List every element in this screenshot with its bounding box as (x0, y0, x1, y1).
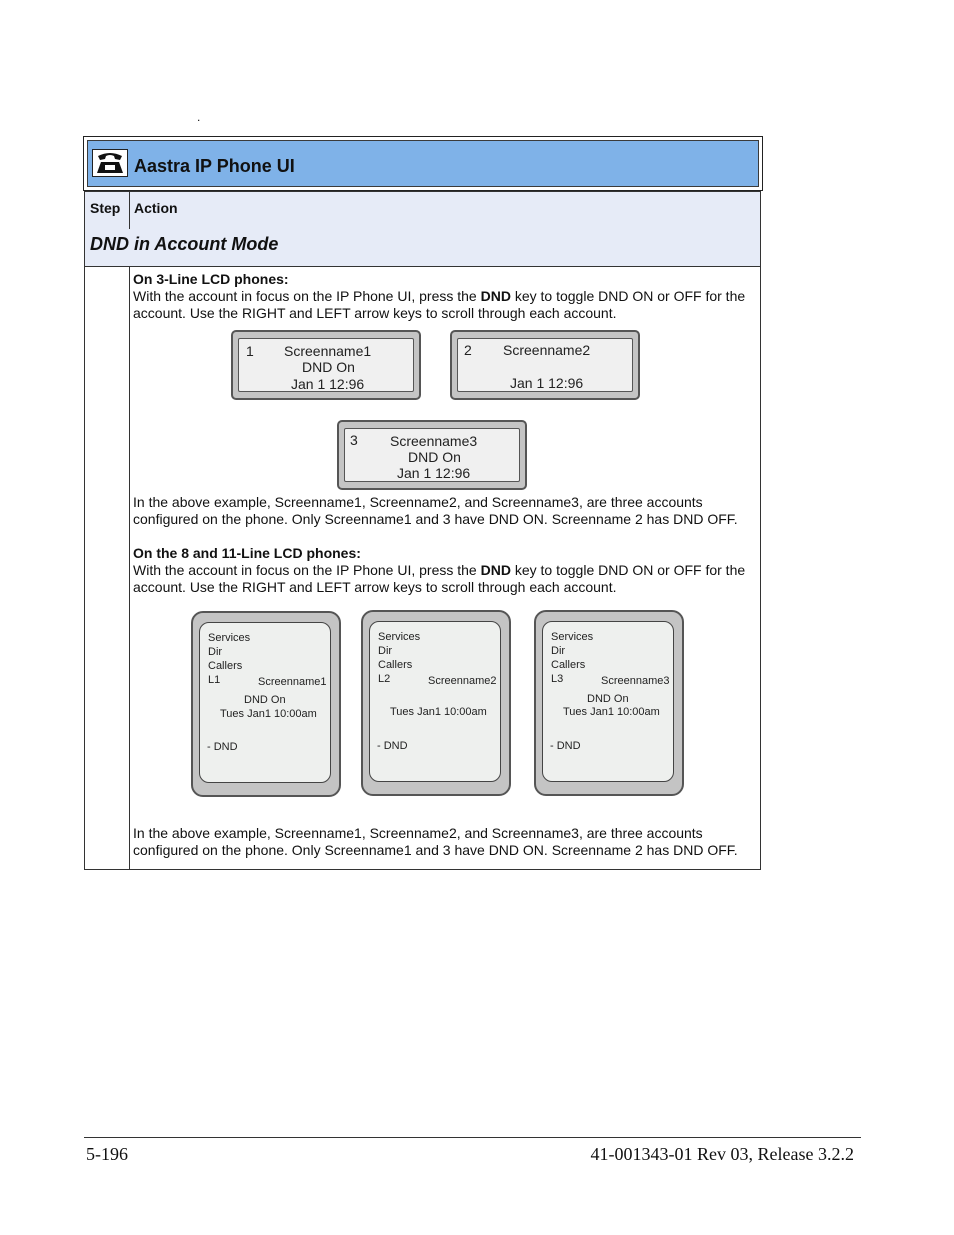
phone-icon (92, 149, 128, 177)
lcd8-dir: Dir (208, 646, 223, 658)
lcd8-display (369, 621, 501, 782)
lcd8-screen-3 (534, 610, 684, 796)
lcd3-account-number: 2 (464, 342, 472, 358)
lcd8-dir: Dir (378, 645, 393, 657)
section1-line1-post: key to toggle DND ON or OFF for the (510, 288, 746, 304)
section2-line1-post: key to toggle DND ON or OFF for the (510, 562, 746, 578)
lcd3-screenname: Screenname3 (390, 433, 478, 449)
lcd3-display (238, 338, 414, 392)
example1-line2: configured on the phone. Only Screenname1 and 3 have DND ON. Screenname 2 has DND OFF. (133, 511, 738, 527)
section-header (83, 136, 763, 191)
example1-line1: In the above example, Screenname1, Screenname2, and Screenname3, are three accounts (133, 494, 703, 510)
lcd8-softkey: - DND (377, 740, 408, 752)
page-marker: . (197, 110, 201, 124)
lcd3-date: Jan 1 12:96 (510, 375, 584, 391)
lcd3-display (344, 428, 520, 482)
lcd8-services: Services (378, 631, 421, 643)
lcd3-screenname: Screenname2 (503, 342, 591, 358)
action-column-header: Action (134, 200, 178, 216)
lcd3-date: Jan 1 12:96 (397, 465, 471, 481)
example2-line2: configured on the phone. Only Screenname1 and 3 have DND ON. Screenname 2 has DND OFF. (133, 842, 738, 858)
section2-line1-pre: With the account in focus on the IP Phone UI, press the (133, 562, 481, 578)
lcd8-display (199, 622, 331, 783)
footer-rule (84, 1137, 861, 1138)
section1-line2: account. Use the RIGHT and LEFT arrow keys to scroll through each account. (133, 305, 617, 321)
section-header-bar (87, 140, 759, 187)
section2-text (133, 545, 758, 596)
lcd8-screen-2 (361, 610, 511, 796)
lcd8-screen-1 (191, 611, 341, 797)
section-header-title: Aastra IP Phone UI (134, 156, 295, 176)
table-section-row (85, 229, 760, 267)
lcd8-line: L3 (551, 673, 564, 685)
lcd3-status: DND On (408, 449, 461, 465)
example2-text (133, 825, 758, 859)
lcd8-screenname: Screenname2 (428, 675, 497, 687)
lcd3-screen-3 (337, 420, 527, 490)
lcd8-status: DND On (587, 693, 629, 705)
section2-line1-key: DND (480, 562, 511, 578)
column-divider (129, 266, 130, 869)
lcd8-line: L1 (208, 674, 221, 686)
lcd8-date: Tues Jan1 10:00am (390, 706, 487, 718)
footer-doc-id: 41-001343-01 Rev 03, Release 3.2.2 (590, 1144, 854, 1164)
lcd8-callers: Callers (208, 660, 243, 672)
lcd8-date: Tues Jan1 10:00am (563, 706, 660, 718)
table-header-row (85, 192, 760, 230)
lcd3-screen-2 (450, 330, 640, 400)
lcd8-callers: Callers (378, 659, 413, 671)
section2-heading: On the 8 and 11-Line LCD phones: (133, 545, 361, 561)
lcd8-services: Services (208, 632, 251, 644)
lcd8-softkey: - DND (550, 740, 581, 752)
lcd3-display (457, 338, 633, 392)
section1-line1-pre: With the account in focus on the IP Phone UI, press the (133, 288, 481, 304)
lcd8-services: Services (551, 631, 594, 643)
lcd3-status: DND On (302, 359, 355, 375)
lcd8-screenname: Screenname1 (258, 676, 327, 688)
lcd8-dir: Dir (551, 645, 566, 657)
section2-line2: account. Use the RIGHT and LEFT arrow keys to scroll through each account. (133, 579, 617, 595)
lcd8-display (542, 621, 674, 782)
lcd3-account-number: 3 (350, 432, 358, 448)
section-title: DND in Account Mode (90, 234, 279, 254)
section1-heading: On 3-Line LCD phones: (133, 271, 289, 287)
lcd3-screen-1 (231, 330, 421, 400)
lcd8-line: L2 (378, 673, 391, 685)
example2-line1: In the above example, Screenname1, Screenname2, and Screenname3, are three accounts (133, 825, 703, 841)
lcd8-callers: Callers (551, 659, 586, 671)
lcd8-screenname: Screenname3 (601, 675, 670, 687)
step-column-header: Step (90, 200, 121, 216)
lcd3-date: Jan 1 12:96 (291, 376, 365, 392)
footer-page-number: 5-196 (86, 1144, 128, 1164)
lcd8-softkey: - DND (207, 741, 238, 753)
section1-text (133, 271, 758, 322)
lcd3-account-number: 1 (246, 343, 254, 359)
lcd3-screenname: Screenname1 (284, 343, 372, 359)
example1-text (133, 494, 758, 528)
section1-line1-key: DND (480, 288, 511, 304)
lcd8-date: Tues Jan1 10:00am (220, 708, 317, 720)
lcd8-status: DND On (244, 694, 286, 706)
